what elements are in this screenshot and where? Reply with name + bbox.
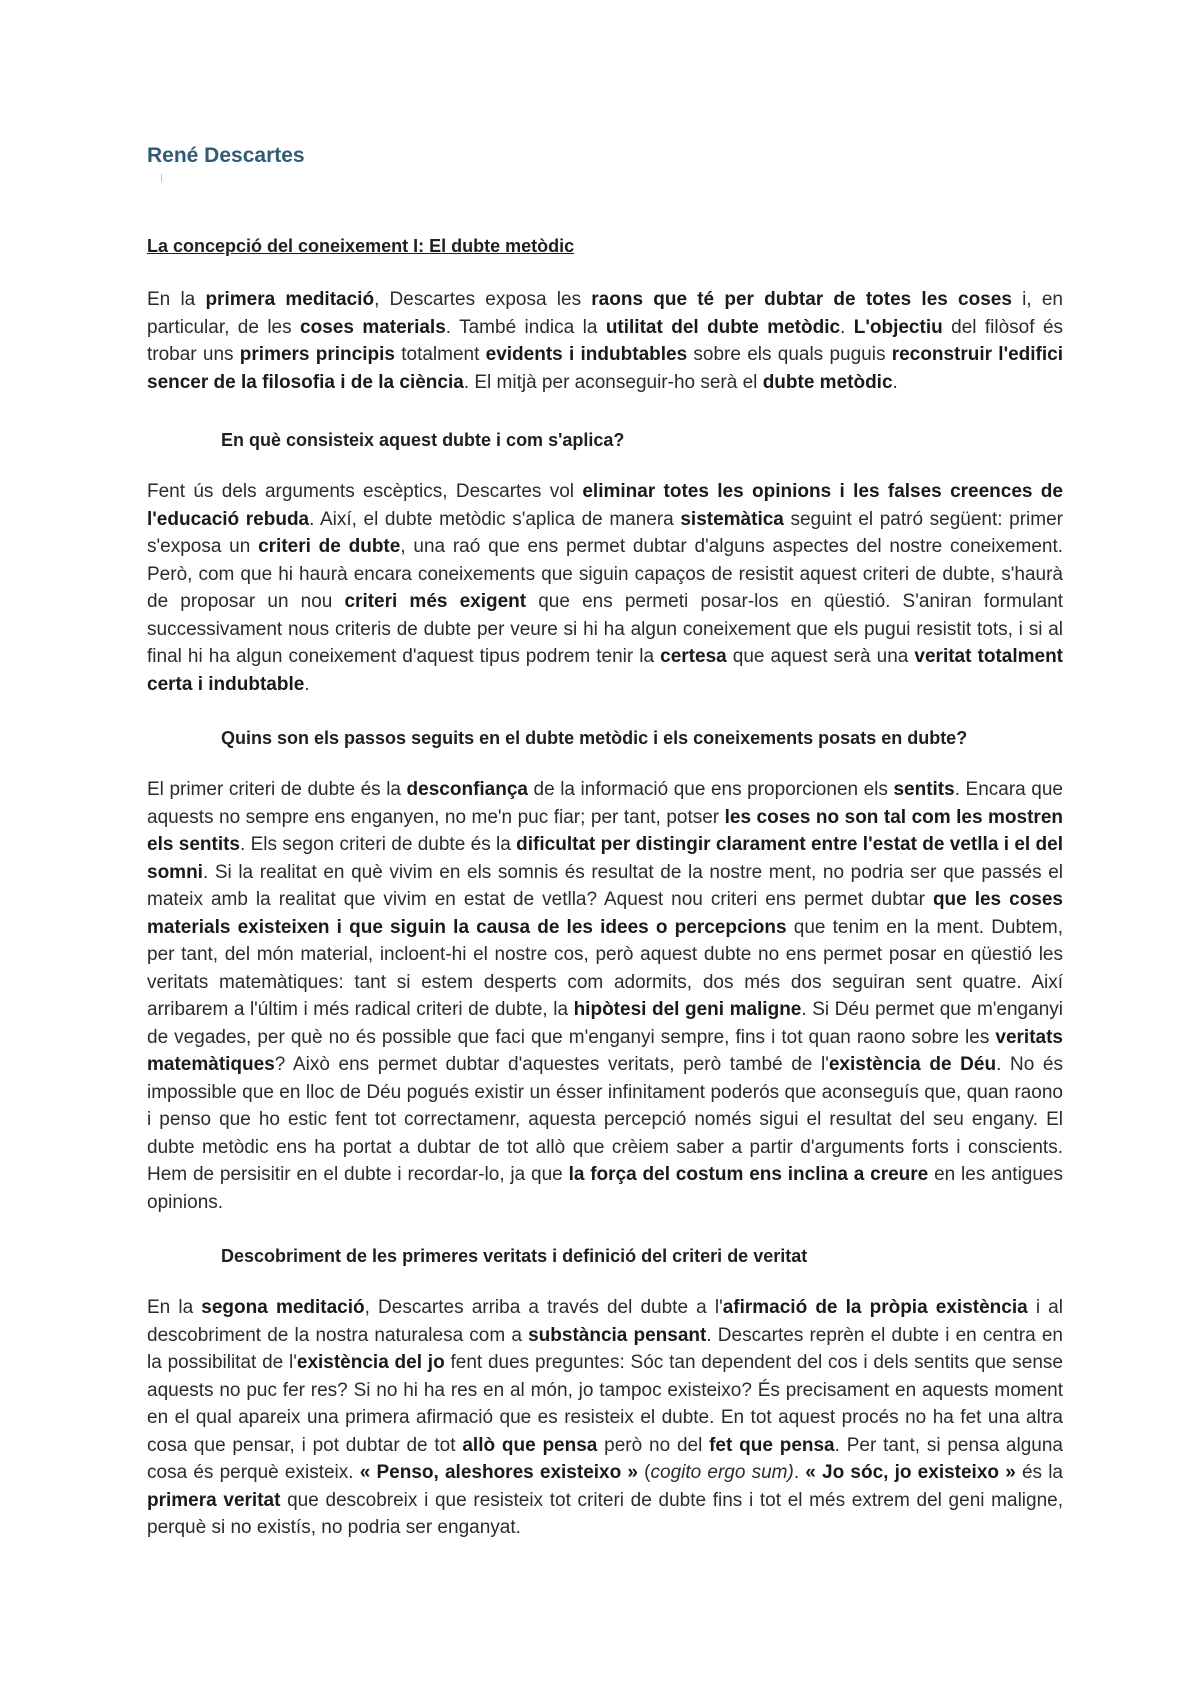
bold-text: evidents i indubtables (485, 344, 688, 365)
section-title: La concepció del coneixement I: El dubte metòdic (147, 236, 575, 256)
text-run: . Els segon criteri de dubte és la (240, 834, 517, 855)
text-run: sobre els quals puguis (687, 344, 892, 365)
bold-text: « Penso, aleshores existeixo » (359, 1462, 638, 1483)
text-run: ( (637, 1462, 651, 1483)
text-run: de la informació que ens proporcionen els (527, 779, 894, 800)
bold-text: criteri de dubte (258, 536, 401, 557)
bold-text: primers principis (239, 344, 395, 365)
text-run: , una raó que ens permet dubtar d'alguns aspectes del nostre coneixement. Però, com que hi haurà encara coneixements que siguin capaços de resistit aquest criteri de dubte, s'haurà de proposar un nou (147, 536, 1064, 612)
text-run: que descobreix i que resisteix tot criteri de dubte fins i tot el més extrem del geni maligne, perquè si no existís, no podria ser enganyat. (147, 1489, 1063, 1538)
bold-text: primera veritat (147, 1489, 281, 1511)
bold-text: allò que pensa (462, 1434, 598, 1456)
bold-text: la força del costum ens inclina a creure (568, 1164, 929, 1185)
bold-text: dubte metòdic (762, 371, 893, 393)
bold-text: sentits (893, 779, 955, 800)
bold-text: L'objectiu (853, 316, 943, 338)
text-run: . Si la realitat en què vivim en els somnis és resultat de la nostre ment, no podria ser que passés el mateix amb la realitat que vivim en estat de vetlla? Aquest nou criteri ens permet dubtar (147, 861, 1063, 910)
bold-text: reconstruir l'edifici sencer de la filosofia i de la ciència (147, 344, 1063, 393)
paragraph-passos-dubte (147, 776, 1063, 1216)
bold-text: desconfiança (406, 779, 528, 800)
bold-text: afirmació de la pròpia existència (722, 1297, 1028, 1318)
bold-text: substància pensant (528, 1324, 707, 1346)
text-run: en les antigues opinions. (147, 1164, 1063, 1213)
text-run: . No és impossible que en lloc de Déu pogués existir un ésser infinitament poderós que aconseguís que, quan raono i penso que ho estic fent tot correctamenr, aquesta percepció només sigui el resultat del seu engany. El dubte metòdic ens ha portat a dubtar de tot allò que crèiem saber a partir d'arguments forts i conscients. Hem de persisitir en el dubte i recordar-lo, ja que (147, 1054, 1063, 1185)
text-run: . Encara que aquests no sempre ens enganyen, no me'n puc fiar; per tant, potser (147, 779, 1063, 828)
bold-text: existència de Déu (828, 1054, 997, 1075)
text-run: és la (1015, 1462, 1063, 1483)
paragraph-dubte-aplicacio (147, 478, 1063, 698)
bold-text: veritat totalment certa i indubtable (147, 646, 1064, 695)
text-run: , Descartes exposa les (374, 289, 592, 310)
bold-text: coses materials (300, 316, 446, 338)
bold-text: sistemàtica (680, 508, 784, 530)
bold-text: primera meditació (205, 289, 375, 310)
text-run: . (840, 316, 854, 338)
bold-text: que les coses materials existeixen i que siguin la causa de les idees o percepcions (147, 889, 1063, 938)
document-title: René Descartes (147, 144, 305, 167)
text-run: , Descartes arriba a través del dubte a l' (364, 1297, 723, 1318)
text-run: En la (147, 289, 206, 310)
bold-text: « Jo sóc, jo existeixo » (805, 1462, 1016, 1483)
text-run: . Si Déu permet que m'enganyi de vegades, per què no és possible que faci que m'enganyi sempre, fins i tot quan raono sobre les (147, 999, 1063, 1048)
text-run: En la (147, 1297, 202, 1318)
text-run: que ens permeti posar-los en qüestió. S'aniran formulant successivament nous criteris de dubte per veure si hi ha algun coneixement que els pugui resistit tots, i si al final hi ha algun coneixement d'aquest tipus podrem tenir la (147, 591, 1063, 667)
text-run: que tenim en la ment. Dubtem, per tant, del món material, incloent-hi el nostre cos, però aquest dubte no ens permet posar en qüestió les veritats matemàtiques: tant si estem desperts com adormits, dos més dos seguiran sent quatre. Així arribarem a l'últim i més radical criteri de dubte, la (147, 916, 1063, 1020)
bold-text: hipòtesi del geni maligne (573, 999, 802, 1020)
text-run: seguint el patró següent: primer s'exposa un (147, 508, 1063, 557)
italic-text: cogito ergo sum) (650, 1462, 794, 1483)
text-run: i al descobriment de la nostra naturalesa com a (147, 1297, 1063, 1346)
bold-text: certesa (660, 646, 727, 667)
text-run: . (793, 1462, 806, 1483)
text-run: i, en particular, de les (147, 289, 1063, 338)
text-run: totalment (394, 344, 486, 365)
text-run: del filòsof és trobar uns (147, 316, 1064, 365)
text-run: . (304, 673, 310, 695)
text-run: ? Això ens permet dubtar d'aquestes veritats, però també de l' (274, 1054, 829, 1075)
bold-text: utilitat del dubte metòdic (605, 316, 841, 338)
bold-text: existència del jo (296, 1352, 445, 1373)
text-run: que aquest serà una (726, 646, 915, 667)
text-run: Fent ús dels arguments escèptics, Descartes vol (147, 481, 583, 502)
bold-text: criteri més exigent (344, 591, 527, 612)
question-heading-3: Descobriment de les primeres veritats i definició del criteri de veritat (221, 1246, 808, 1266)
bold-text: fet que pensa (709, 1434, 835, 1456)
text-run: . També indica la (445, 316, 606, 338)
question-heading-2: Quins son els passos seguits en el dubte metòdic i els coneixements posats en dubte? (221, 728, 968, 748)
text-run: fent dues preguntes: Sóc tan dependent del cos i dels sentits que sense aquests no puc fer res? Si no hi ha res en al món, jo tampoc existeixo? És precisament en aquests moment en el qual apareix una primera afirmació que es resisteix el dubte. En tot aquest procés no ha fet una altra cosa que pensar, i pot dubtar de tot (147, 1352, 1063, 1456)
bold-text: dificultat per distingir clarament entre l'estat de vetlla i el del somni (147, 834, 1063, 883)
bold-text: veritats matemàtiques (147, 1026, 1063, 1075)
question-heading-1: En què consisteix aquest dubte i com s'aplica? (221, 430, 625, 450)
text-run: . Descartes reprèn el dubte i en centra en la possibilitat de l' (147, 1324, 1063, 1373)
bold-text: segona meditació (201, 1297, 365, 1318)
bold-text: raons que té per dubtar de totes les coses (591, 289, 1012, 310)
text-run: . (892, 371, 898, 393)
paragraph-primera-meditacio (147, 286, 1063, 396)
text-run: . Per tant, si pensa alguna cosa és perquè existeix. (147, 1434, 1063, 1483)
text-run: . El mitjà per aconseguir-ho serà el (463, 371, 763, 393)
text-run: però no del (597, 1434, 710, 1456)
text-run: El primer criteri de dubte és la (147, 779, 407, 800)
text-run: . Així, el dubte metòdic s'aplica de manera (309, 508, 681, 530)
cursor-mark (161, 174, 162, 182)
bold-text: eliminar totes les opinions i les falses creences de l'educació rebuda (147, 481, 1063, 530)
paragraph-segona-meditacio (147, 1294, 1063, 1542)
bold-text: les coses no son tal com les mostren els sentits (147, 806, 1064, 855)
